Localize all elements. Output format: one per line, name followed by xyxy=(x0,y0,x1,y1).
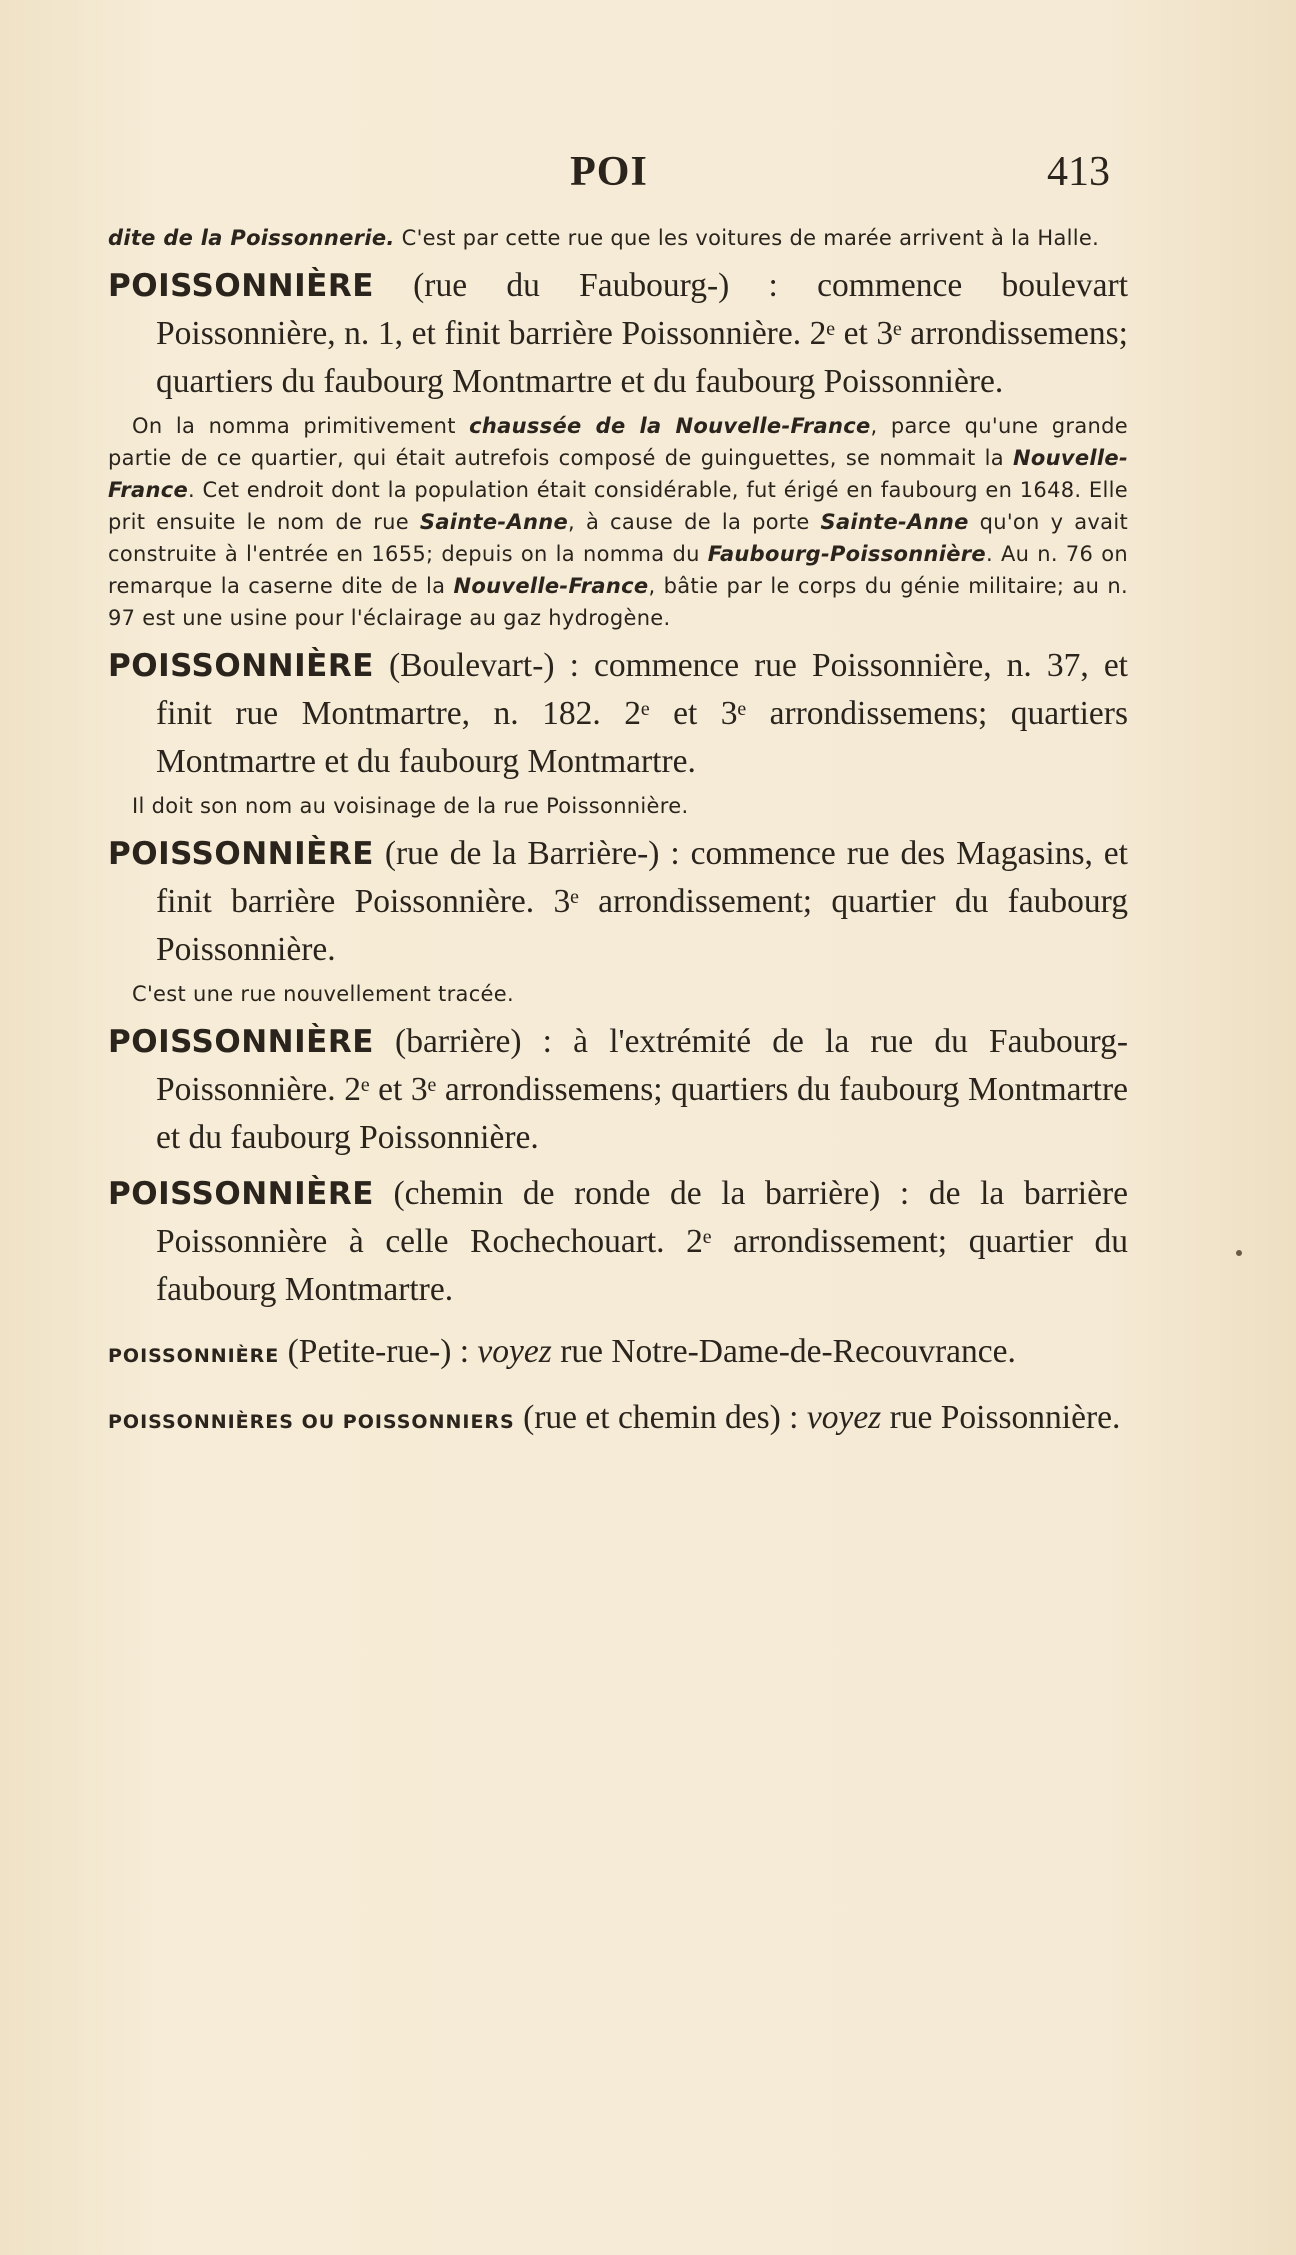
entry-headword: POISSONNIÈRES OU POISSONNIERS xyxy=(108,1411,515,1433)
ink-spot xyxy=(1236,1250,1242,1256)
entry-headword: POISSONNIÈRE xyxy=(108,1345,280,1367)
note-text: qu'on y avait construite à l'entrée en 1655; depuis on la nomma du xyxy=(108,510,1128,566)
page-title: POI xyxy=(570,149,648,195)
entry-text: (rue de la Barrière-) : commence rue des Magasins, et finit barrière Poissonnière. 3ᵉ arrondissement; quartier du faubourg Poissonnière. xyxy=(156,835,1128,968)
note-italic: Nouvelle-France xyxy=(453,574,649,598)
entry-text: (chemin de ronde de la barrière) : de la barrière Poissonnière à celle Rochechouart. 2ᵉ arrondissement; quartier du faubourg Montmartre. xyxy=(156,1175,1128,1308)
note-italic: Sainte-Anne xyxy=(419,510,569,534)
entry-text: (Petite-rue-) : xyxy=(279,1333,478,1370)
note-text: , bâtie par le corps du génie militaire; au n. 97 est une usine pour l'éclairage au gaz hydrogène. xyxy=(108,574,1128,630)
entry-boulevart xyxy=(108,642,1128,786)
entry-text: (barrière) : à l'extrémité de la rue du Faubourg-Poissonnière. 2ᵉ et 3ᵉ arrondissemens; quartiers du faubourg Montmartre et du faubourg Poissonnière. xyxy=(156,1023,1128,1156)
entry-text: (rue et chemin des) : xyxy=(514,1399,807,1436)
note-text: . Cet endroit dont la population était considérable, fut érigé en faubourg en 1648. Elle prit ensuite le nom de rue xyxy=(108,478,1128,534)
entry-petite-rue xyxy=(108,1328,1128,1380)
voyez-reference: voyez xyxy=(477,1333,552,1370)
note-rue-barriere: C'est une rue nouvellement tracée. xyxy=(132,982,514,1006)
entry-headword: POISSONNIÈRE xyxy=(108,836,374,872)
entry-text: rue Notre-Dame-de-Recouvrance. xyxy=(551,1333,1016,1370)
note-text: , parce qu'une grande partie de ce quartier, qui était autrefois composé de guinguettes, se nommait la xyxy=(108,414,1128,470)
note-italic: chaussée de la Nouvelle-France xyxy=(469,414,871,438)
entry-headword: POISSONNIÈRE xyxy=(108,648,374,684)
note-text: . Au n. 76 on remarque la caserne dite de la xyxy=(108,542,1128,598)
entry-chemin-de-ronde xyxy=(108,1170,1128,1314)
intro-italic: dite de la Poissonnerie. xyxy=(108,226,395,250)
page-text xyxy=(108,222,1128,1446)
intro-paragraph xyxy=(108,222,1128,254)
voyez-reference: voyez xyxy=(806,1399,882,1436)
entry-barriere xyxy=(108,1018,1128,1162)
entry-text: (Boulevart-) : commence rue Poissonnière, n. 37, et finit rue Montmartre, n. 182. 2ᵉ et 3ᵉ arrondissemens; quartiers Montmartre et du faubourg Montmartre. xyxy=(156,647,1128,780)
entry-faubourg xyxy=(108,262,1128,406)
note-boulevart: Il doit son nom au voisinage de la rue Poissonnière. xyxy=(132,794,689,818)
entry-headword: POISSONNIÈRE xyxy=(108,1176,374,1212)
note-italic: Faubourg-Poissonnière xyxy=(707,542,986,566)
entry-poissonnieres xyxy=(108,1394,1128,1446)
entry-headword: POISSONNIÈRE xyxy=(108,1024,374,1060)
note-italic: Nouvelle-France xyxy=(108,446,1128,502)
note-text: , à cause de la porte xyxy=(568,510,821,534)
note-text: On la nomma primitivement xyxy=(132,414,470,438)
entry-rue-barriere xyxy=(108,830,1128,974)
note-italic: Sainte-Anne xyxy=(820,510,969,534)
running-head xyxy=(108,148,1110,198)
entry-headword: POISSONNIÈRE xyxy=(108,268,374,304)
note-faubourg xyxy=(108,410,1128,634)
page-number: 413 xyxy=(1047,149,1110,195)
entry-text: rue Poissonnière. xyxy=(881,1399,1121,1436)
intro-text: C'est par cette rue que les voitures de marée arrivent à la Halle. xyxy=(394,226,1100,250)
entry-text: (rue du Faubourg-) : commence boulevart Poissonnière, n. 1, et finit barrière Poissonnière. 2ᵉ et 3ᵉ arrondissemens; quartiers du faubourg Montmartre et du faubourg Poissonnière. xyxy=(156,267,1128,400)
